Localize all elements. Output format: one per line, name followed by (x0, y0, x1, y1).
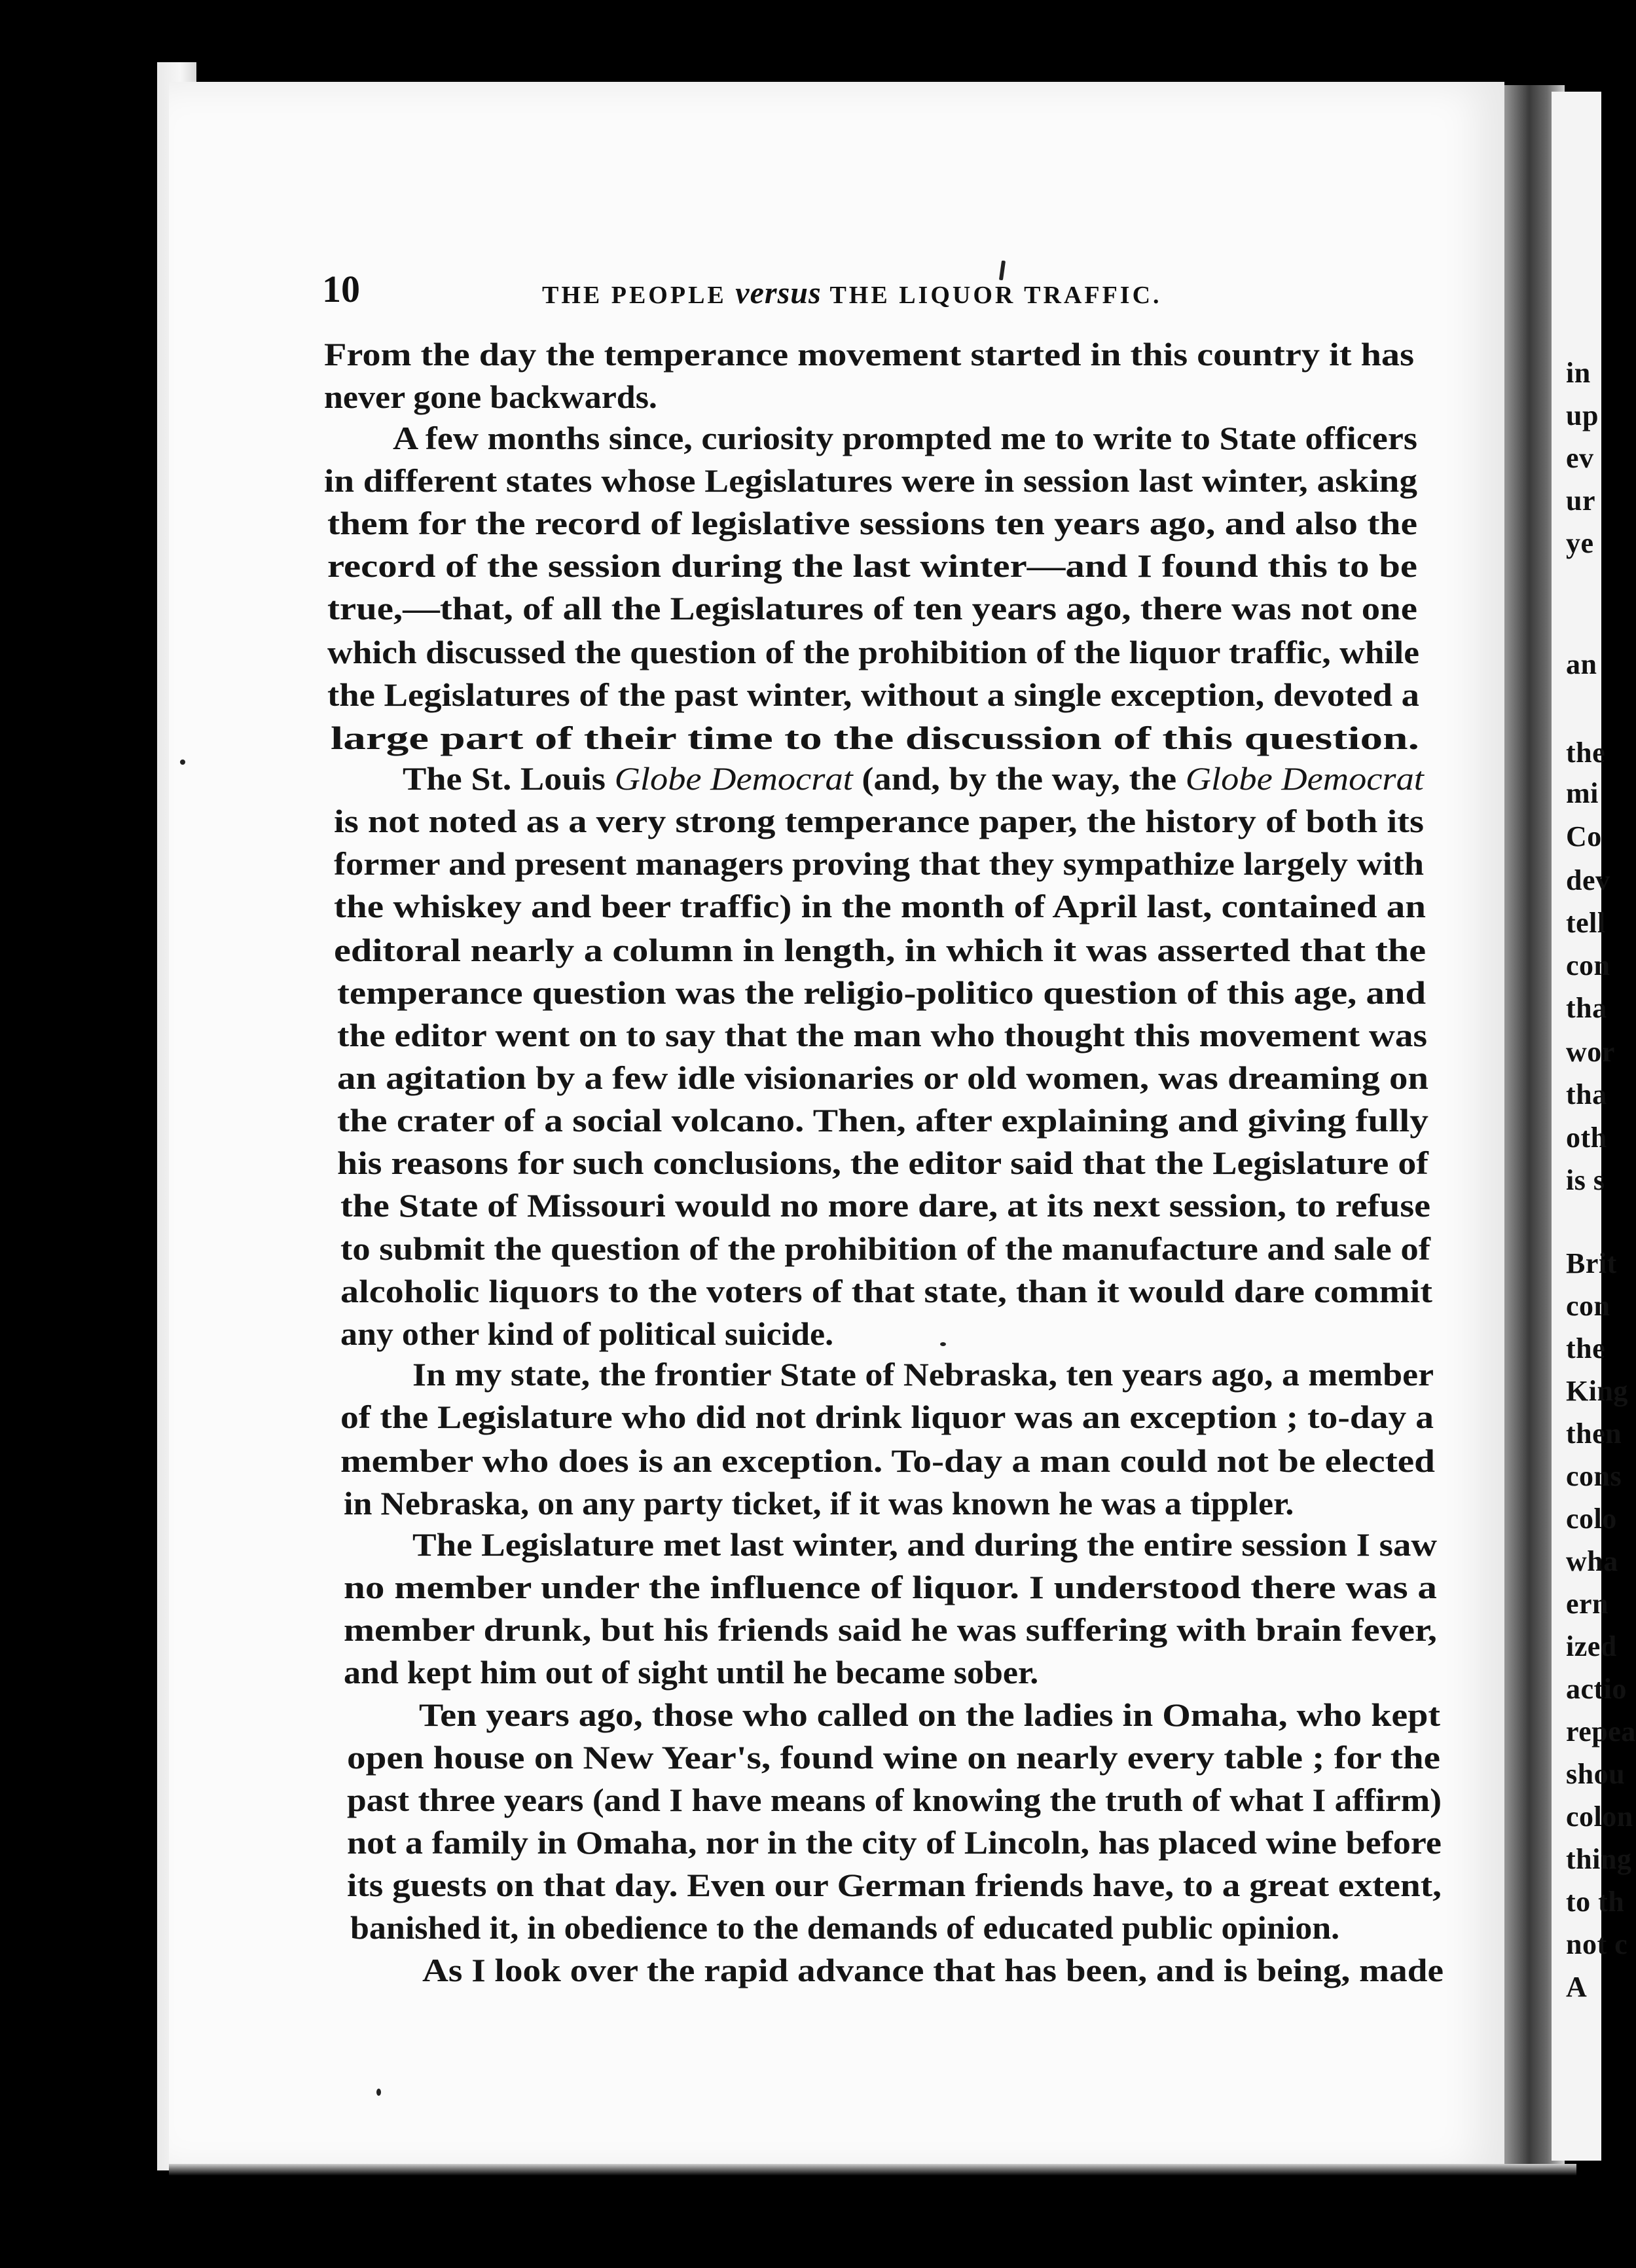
facing-page-fragment: the (1566, 737, 1606, 769)
running-head (542, 275, 1162, 311)
facing-page-fragment: ye (1566, 527, 1594, 559)
facing-page-fragment: cons (1566, 1460, 1622, 1492)
facing-page-fragment: colon (1566, 1801, 1633, 1833)
facing-page-fragment: Brit (1566, 1247, 1617, 1279)
facing-page-fragment: ev (1566, 442, 1594, 474)
facing-page-fragment: is s (1566, 1164, 1605, 1196)
facing-page-fragment: to th (1566, 1886, 1625, 1918)
text-line: From the day the temperance movement started in this country it has (324, 336, 1415, 373)
facing-page-fragment: thing (1566, 1843, 1632, 1875)
facing-page-fragment: not c (1566, 1928, 1628, 1960)
facing-page-fragment: tha (1566, 1078, 1607, 1110)
text-line: to submit the question of the prohibition of the manufacture and sale of (340, 1230, 1430, 1267)
ink-speck (940, 1342, 946, 1346)
text-line: no member under the influence of liquor. I understood there was a (344, 1569, 1437, 1605)
text-line: editoral nearly a column in length, in which it was asserted that the (334, 932, 1427, 968)
text-line: in different states whose Legislatures were in session last winter, asking (324, 462, 1417, 499)
italic-title: Globe Democrat (614, 760, 853, 797)
facing-page-fragment: tha (1566, 992, 1607, 1024)
facing-page-fragment: dev (1566, 864, 1610, 896)
text-line: temperance question was the religio-politico question of this age, and (337, 974, 1427, 1011)
text-line: open house on New Year's, found wine on nearly every table ; for the (347, 1739, 1440, 1776)
page-number: 10 (322, 268, 360, 310)
text-line (403, 759, 1424, 797)
facing-page-fragment: Co (1566, 820, 1602, 852)
text-line: Ten years ago, those who called on the ladies in Omaha, who kept (419, 1696, 1441, 1733)
facing-page-fragment: then (1566, 1418, 1622, 1450)
text-line: the editor went on to say that the man who thought this movement was (337, 1017, 1428, 1053)
facing-page-fragment: con (1566, 1290, 1610, 1322)
text-line: of the Legislature who did not drink liquor was an exception ; to-day a (340, 1399, 1434, 1435)
text-line: its guests on that day. Even our German friends have, to a great extent, (347, 1867, 1442, 1903)
text-line: record of the session during the last winter—and I found this to be (327, 547, 1418, 584)
facing-page-fragment: oth (1566, 1122, 1607, 1154)
text-line: alcoholic liquors to the voters of that state, than it would dare commit (340, 1273, 1432, 1309)
facing-page-fragment: mi (1566, 777, 1599, 809)
ink-speck (180, 759, 185, 765)
text-line: past three years (and I have means of knowing the truth of what I affirm) (347, 1782, 1442, 1818)
text-line: The Legislature met last winter, and during the entire session I saw (412, 1526, 1438, 1563)
facing-page-fragment: colo (1566, 1503, 1617, 1535)
text-line: not a family in Omaha, nor in the city of Lincoln, has placed wine before (347, 1824, 1442, 1861)
text-line: large part of their time to the discussion of this question. (331, 720, 1419, 756)
text-line: never gone backwards. (324, 378, 657, 415)
text-line: A few months since, curiosity prompted me to write to State officers (393, 420, 1418, 456)
facing-page-fragment: ern (1566, 1588, 1609, 1620)
text-line: banished it, in obedience to the demands of educated public opinion. (350, 1909, 1340, 1946)
facing-page-fragment: wha (1566, 1545, 1618, 1577)
facing-page-fragment: ized (1566, 1630, 1617, 1662)
facing-page-fragment: shou (1566, 1758, 1626, 1790)
running-head-part1: THE PEOPLE (542, 282, 736, 309)
text-line: the whiskey and beer traffic) in the month of April last, contained an (334, 888, 1426, 924)
text-line: member drunk, but his friends said he was suffering with brain fever, (344, 1611, 1437, 1648)
text-line: an agitation by a few idle visionaries or old women, was dreaming on (337, 1059, 1429, 1096)
facing-page-fragment: A (1566, 1971, 1588, 2003)
text-line: his reasons for such conclusions, the editor said that the Legislature of (337, 1144, 1428, 1181)
text-line: them for the record of legislative sessions ten years ago, and also the (327, 505, 1418, 541)
text-line: member who does is an exception. To-day a man could not be elected (340, 1442, 1435, 1479)
text-segment: (and, by the way, the (852, 760, 1186, 797)
text-line: true,—that, of all the Legislatures of ten years ago, there was not one (327, 590, 1417, 627)
facing-page-fragment: repea (1566, 1715, 1636, 1747)
facing-page (1552, 92, 1636, 2161)
text-line: which discussed the question of the prohibition of the liquor traffic, while (327, 634, 1419, 670)
facing-page-fragment: ur (1566, 485, 1595, 517)
page-bottom-shadow (169, 2164, 1576, 2176)
text-segment: The St. Louis (403, 760, 615, 797)
text-line: and kept him out of sight until he became sober. (344, 1654, 1039, 1691)
facing-page-fragment: King (1566, 1375, 1628, 1407)
facing-page-fragment: actio (1566, 1673, 1627, 1705)
facing-page-fragment: an (1566, 648, 1597, 680)
italic-title: Globe Democrat (1185, 760, 1424, 797)
text-line: former and present managers proving that they sympathize largely with (334, 845, 1425, 882)
facing-page-fragment: in (1566, 357, 1591, 389)
running-head-italic: versus (735, 276, 822, 310)
text-line: the Legislatures of the past winter, without a single exception, devoted a (327, 676, 1419, 713)
text-line: As I look over the rapid advance that has been, and is being, made (422, 1952, 1444, 1988)
facing-page-fragment: the (1566, 1332, 1606, 1364)
text-line: In my state, the frontier State of Nebraska, ten years ago, a member (412, 1356, 1434, 1393)
facing-page-fragment: con (1566, 949, 1610, 981)
text-line: in Nebraska, on any party ticket, if it was known he was a tippler. (344, 1485, 1294, 1522)
text-line: the crater of a social volcano. Then, after explaining and giving fully (337, 1102, 1428, 1139)
running-head-part2: THE LIQUOR TRAFFIC. (821, 282, 1162, 309)
facing-page-fragment: up (1566, 399, 1599, 431)
text-line: any other kind of political suicide. (340, 1315, 834, 1352)
text-line: the State of Missouri would no more dare, at its next session, to refuse (340, 1187, 1431, 1224)
ink-speck (376, 2089, 381, 2096)
text-line: is not noted as a very strong temperance paper, the history of both its (334, 803, 1425, 839)
facing-page-fragment: wor (1566, 1036, 1615, 1068)
facing-page-fragment: tell (1566, 907, 1606, 939)
